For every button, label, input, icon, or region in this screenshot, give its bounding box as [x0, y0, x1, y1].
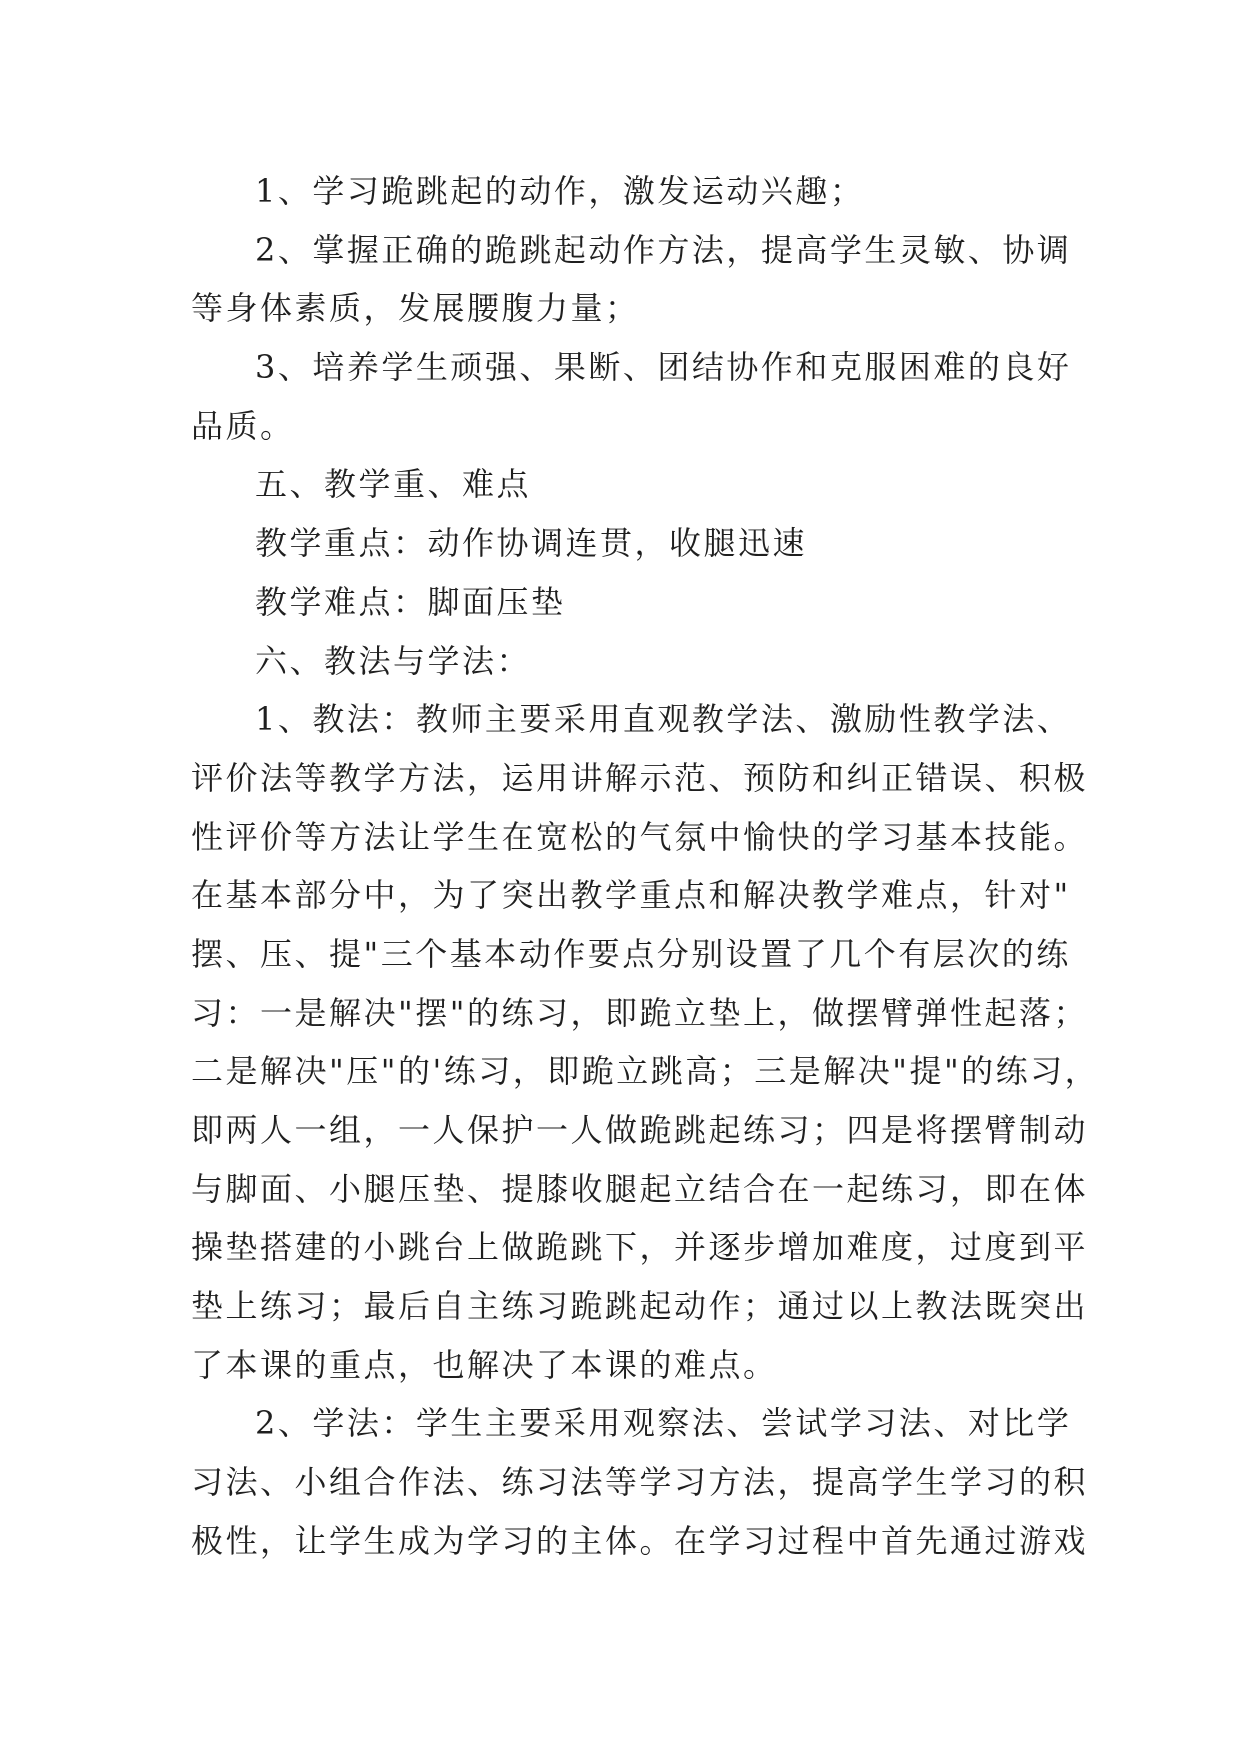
text-line: 品质。: [191, 406, 295, 445]
text-line: 1、教法：教师主要采用直观教学法、激励性教学法、: [255, 700, 1072, 739]
document-body: [191, 162, 1100, 1571]
text-line: 二是解决"压"的'练习，即跪立跳高；三是解决"提"的练习，: [191, 1052, 1100, 1091]
text-line: 操垫搭建的小跳台上做跪跳下，并逐步增加难度，过度到平: [191, 1228, 1089, 1267]
text-line: 即两人一组，一人保护一人做跪跳起练习；四是将摆臂制动: [191, 1111, 1089, 1149]
text-line: 在基本部分中，为了突出教学重点和解决教学难点，针对": [191, 876, 1071, 915]
text-line: 极性，让学生成为学习的主体。在学习过程中首先通过游戏: [191, 1521, 1089, 1560]
text-line: 1、学习跪跳起的动作，激发运动兴趣；: [255, 172, 865, 210]
section-heading: 五、教学重、难点: [255, 465, 532, 504]
text-line: 3、培养学生顽强、果断、团结协作和克服困难的良好: [255, 348, 1072, 387]
text-line: 性评价等方法让学生在宽松的气氛中愉快的学习基本技能。: [191, 817, 1089, 856]
section-heading: 六、教法与学法：: [255, 641, 532, 680]
text-line: 等身体素质，发展腰腹力量；: [191, 289, 640, 328]
text-line: 评价法等教学方法，运用讲解示范、预防和纠正错误、积极: [191, 758, 1089, 797]
text-line: 习：一是解决"摆"的练习，即跪立垫上，做摆臂弹性起落；: [191, 993, 1088, 1032]
text-line: 与脚面、小腿压垫、提膝收腿起立结合在一起练习，即在体: [191, 1169, 1089, 1208]
text-line: 垫上练习；最后自主练习跪跳起动作；通过以上教法既突出: [191, 1287, 1089, 1326]
text-line: 2、掌握正确的跪跳起动作方法，提高学生灵敏、协调: [255, 230, 1072, 269]
text-line: 习法、小组合作法、练习法等学习方法，提高学生学习的积: [191, 1463, 1089, 1502]
text-line: 教学重点：动作协调连贯，收腿迅速: [255, 524, 808, 563]
text-line: 了本课的重点，也解决了本课的难点。: [191, 1345, 778, 1384]
text-line: 2、学法：学生主要采用观察法、尝试学习法、对比学: [255, 1404, 1072, 1443]
text-line: 教学难点：脚面压垫: [255, 582, 566, 621]
text-line: 摆、压、提"三个基本动作要点分别设置了几个有层次的练: [191, 934, 1071, 973]
